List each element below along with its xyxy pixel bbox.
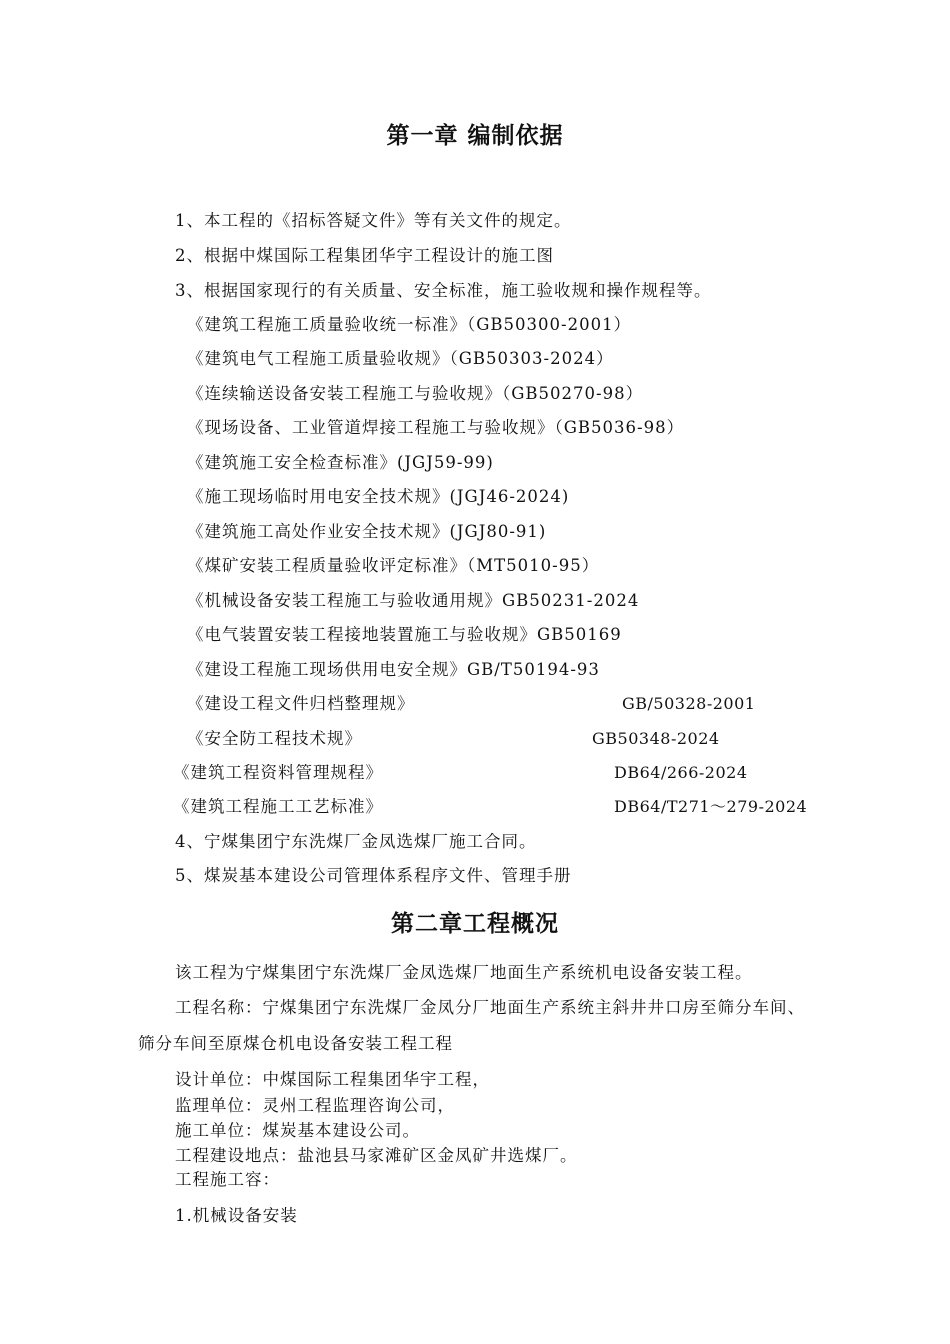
basis-item-3: 3、根据国家现行的有关质量、安全标准，施工验收规和操作规程等。 bbox=[175, 281, 712, 300]
basis-item-4: 4、宁煤集团宁东洗煤厂金凤选煤厂施工合同。 bbox=[175, 832, 537, 851]
standard-2: 《建筑电气工程施工质量验收规》（GB50303-2024） bbox=[187, 349, 614, 368]
standard-8: 《煤矿安装工程质量验收评定标准》（MT5010-95） bbox=[187, 556, 600, 575]
design-unit: 设计单位：中煤国际工程集团华宇工程， bbox=[175, 1070, 490, 1089]
standard-15-code: DB64/T271～279-2024 bbox=[614, 797, 808, 816]
section-1-heading: 1.机械设备安装 bbox=[175, 1206, 298, 1225]
construction-content-label: 工程施工容： bbox=[175, 1170, 280, 1189]
standard-12-name: 《建设工程文件归档整理规》 bbox=[187, 694, 415, 713]
standard-12-code: GB/50328-2001 bbox=[622, 694, 756, 713]
standard-7: 《建筑施工高处作业安全技术规》(JGJ80-91) bbox=[187, 522, 547, 541]
basis-item-2: 2、根据中煤国际工程集团华宇工程设计的施工图 bbox=[175, 246, 554, 265]
standard-13-code: GB50348-2024 bbox=[592, 729, 720, 748]
standard-6: 《施工现场临时用电安全技术规》(JGJ46-2024) bbox=[187, 487, 570, 506]
standard-13-name: 《安全防工程技术规》 bbox=[187, 729, 362, 748]
construction-unit: 施工单位：煤炭基本建设公司。 bbox=[175, 1121, 420, 1140]
standard-3: 《连续输送设备安装工程施工与验收规》（GB50270-98） bbox=[187, 384, 644, 403]
construction-site: 工程建设地点：盐池县马家滩矿区金凤矿井选煤厂。 bbox=[175, 1146, 578, 1165]
chapter-1-title: 第一章 编制依据 bbox=[386, 122, 564, 149]
basis-item-1: 1、本工程的《招标答疑文件》等有关文件的规定。 bbox=[175, 211, 572, 230]
standard-1: 《建筑工程施工质量验收统一标准》（GB50300-2001） bbox=[187, 315, 632, 334]
standard-10: 《电气装置安装工程接地装置施工与验收规》GB50169 bbox=[187, 625, 622, 644]
standard-4: 《现场设备、工业管道焊接工程施工与验收规》（GB5036-98） bbox=[187, 418, 685, 437]
standard-11: 《建设工程施工现场供用电安全规》GB/T50194-93 bbox=[187, 660, 600, 679]
project-name-line-1: 工程名称：宁煤集团宁东洗煤厂金凤分厂地面生产系统主斜井井口房至筛分车间、 bbox=[175, 998, 805, 1017]
basis-item-5: 5、煤炭基本建设公司管理体系程序文件、管理手册 bbox=[175, 866, 572, 885]
standard-15-name: 《建筑工程施工工艺标准》 bbox=[173, 797, 383, 816]
project-intro: 该工程为宁煤集团宁东洗煤厂金凤选煤厂地面生产系统机电设备安装工程。 bbox=[175, 963, 753, 982]
project-name-line-2: 筛分车间至原煤仓机电设备安装工程工程 bbox=[138, 1034, 453, 1053]
standard-14-name: 《建筑工程资料管理规程》 bbox=[173, 763, 383, 782]
standard-9: 《机械设备安装工程施工与验收通用规》GB50231-2024 bbox=[187, 591, 640, 610]
supervision-unit: 监理单位：灵州工程监理咨询公司， bbox=[175, 1096, 455, 1115]
chapter-2-title: 第二章工程概况 bbox=[391, 910, 559, 937]
standard-5: 《建筑施工安全检查标准》(JGJ59-99) bbox=[187, 453, 494, 472]
standard-14-code: DB64/266-2024 bbox=[614, 763, 748, 782]
